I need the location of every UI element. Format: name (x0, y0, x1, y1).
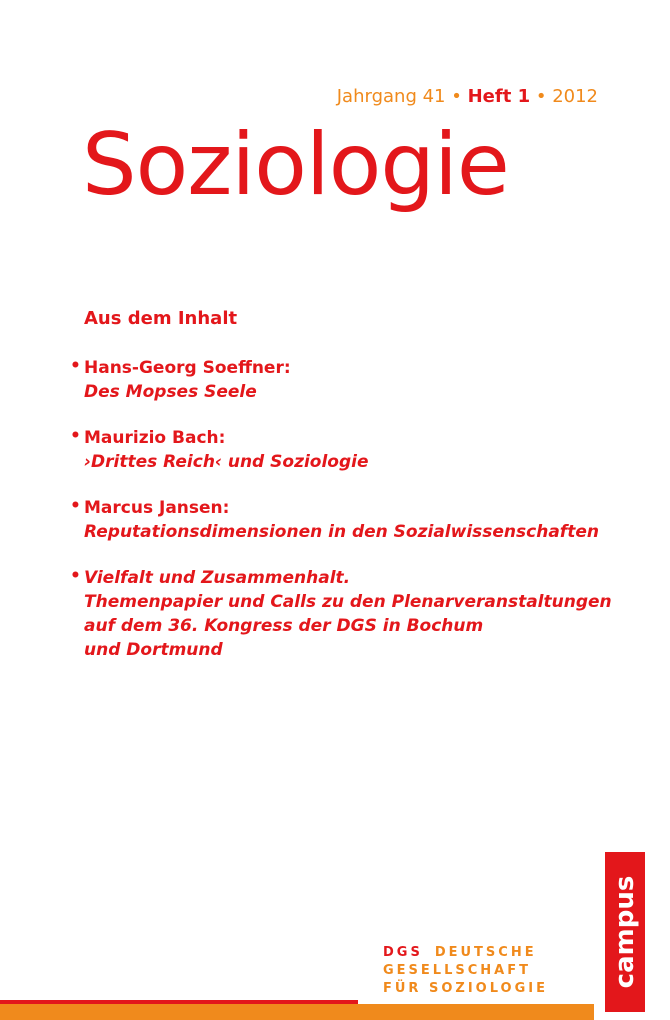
toc-item (70, 426, 630, 474)
dgs-abbreviation: DGS (383, 945, 423, 960)
journal-title: Soziologie (82, 115, 509, 215)
toc-title-line: Vielfalt und Zusammenhalt. (84, 568, 351, 588)
toc-title (84, 450, 630, 474)
toc-author: Maurizio Bach: (84, 428, 226, 448)
dgs-name-line: GESELLSCHAFT (383, 963, 531, 978)
bullet-icon: • (70, 496, 81, 516)
toc-title-line: auf dem 36. Kongress der DGS in Bochum (84, 616, 484, 636)
bullet-icon: • (70, 356, 81, 376)
toc-title (84, 520, 630, 544)
toc-item (70, 496, 630, 544)
toc-title (84, 380, 630, 404)
bottom-orange-bar (0, 1004, 594, 1020)
toc-title-line: ›Drittes Reich‹ und Soziologie (84, 452, 369, 472)
dgs-name-line: FÜR SOZIOLOGIE (383, 981, 548, 996)
publisher-name: campus (610, 875, 640, 989)
issue-line (337, 86, 598, 107)
contents-heading: Aus dem Inhalt (84, 308, 238, 329)
toc-item (70, 566, 630, 662)
toc-author: Marcus Jansen: (84, 498, 230, 518)
issue-year: 2012 (552, 86, 598, 107)
campus-logo (605, 852, 645, 1012)
toc-title (84, 566, 630, 662)
volume-label: Jahrgang 41 (336, 86, 446, 107)
issue-number: Heft 1 (467, 86, 531, 107)
bullet-icon: • (70, 426, 81, 446)
dgs-line-1 (383, 944, 548, 962)
dgs-name-line: DEUTSCHE (434, 945, 537, 960)
separator-dot: • (451, 86, 462, 107)
table-of-contents (70, 356, 630, 684)
toc-title-line: Reputationsdimensionen in den Sozialwissenschaften (84, 522, 599, 542)
toc-title-line: und Dortmund (84, 640, 223, 660)
toc-author: Hans-Georg Soeffner: (84, 358, 291, 378)
toc-title-line: Themenpapier und Calls zu den Plenarveranstaltungen (84, 592, 612, 612)
separator-dot: • (535, 86, 547, 107)
toc-item (70, 356, 630, 404)
toc-title-line: Des Mopses Seele (84, 382, 257, 402)
dgs-logo (383, 944, 548, 998)
bullet-icon: • (70, 566, 81, 586)
